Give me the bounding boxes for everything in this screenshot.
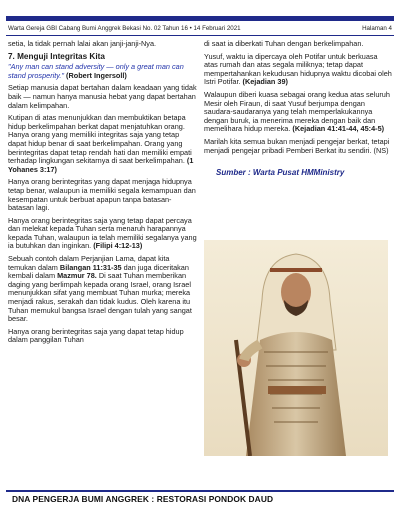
right-paragraph-3: Marilah kita semua bukan menjadi pengejar berkat, tetapi menjadi pengejar pribadi Pemberi Berkat itu sendiri. (NS) [204, 136, 390, 155]
section-heading: 7. Menguji Integritas Kita [8, 51, 105, 61]
paragraph-4-reference: (Filipi 4:12-13) [93, 241, 143, 251]
right-paragraph-1-reference: (Kejadian 39) [242, 77, 288, 87]
paragraph-5-reference-2: Mazmur 78. [57, 271, 97, 281]
footer-rule [6, 490, 394, 492]
paragraph-4 [8, 217, 197, 251]
paragraph-2 [8, 114, 197, 174]
intro-paragraph: setia, la tidak pernah lalai akan janji-janji-Nya. [8, 39, 157, 48]
right-paragraph-2 [204, 91, 392, 134]
header-page-number: Halaman 4 [362, 25, 392, 32]
joseph-illustration [204, 240, 388, 456]
right-column [204, 40, 392, 178]
top-rule [6, 16, 394, 21]
header-divider [6, 35, 394, 36]
left-column [8, 40, 197, 349]
paragraph-5-part-b: dan juga diceritakan kembali dalam [8, 262, 189, 281]
paragraph-2-reference: (1 Yohanes 3:17) [8, 156, 194, 174]
right-paragraph-1-text: Yusuf, waktu ia dipercaya oleh Potifar untuk berkuasa atas rumah dan atas segala miliknya; tetap dapat mempertahankan kekudusan hidupnya waktu dicobai oleh Istri Potifar. [204, 51, 392, 87]
joseph-figure-image [204, 240, 388, 456]
quote-text: "Any man can stand adversity — only a great man can stand prosperity." [8, 62, 184, 80]
page-header [8, 25, 392, 35]
right-paragraph-2-reference: (Kejadian 41:41-44, 45:4-5) [292, 124, 385, 134]
source-credit: Sumber : Warta Pusat HMMinistry [216, 168, 345, 178]
paragraph-5 [8, 255, 197, 324]
quote-author: (Robert Ingersoll) [66, 70, 127, 80]
quote-block [8, 63, 197, 80]
paragraph-6: Hanya orang berintegritas saja yang dapat tetap hidup dalam panggilan Tuhan [8, 326, 184, 345]
paragraph-2-text: Kutipan di atas menunjukkan dan membuktikan betapa hidup berkelimpahan berkat dapat menjatuhkan orang. Hanya orang yang memiliki integritas saja yang tetap dapat hidup benar di saat berkelimpahan. Orang yang berintegritas dapat tetap rendah hati dan memiliki empati terhadap lingkungan sekitarnya di saat berkelimpahan. [8, 113, 192, 166]
paragraph-4-text: Hanya orang berintegritas saja yang tetap dapat percaya dan melekat kepada Tuhan serta menaruh harapannya kepada Tuhan, walaupun ia telah memiliki segalanya yang ia butuhkan dan inginkan. [8, 215, 197, 251]
paragraph-1: Setiap manusia dapat bertahan dalam keadaan yang tidak baik — namun hanya manusia hebat yang dapat bertahan dalam kelimpahan. [8, 83, 197, 110]
paragraph-5-part-a: Sebuah contoh dalam Perjanjian Lama, dapat kita temukan dalam [8, 254, 170, 272]
paragraph-3: Hanya orang berintegritas yang dapat menjaga hidupnya tetap benar, walaupun ia memiliki segala kemampuan dan kesempatan untuk berbuat apapun tanpa batasan-batasan lagi. [8, 177, 196, 213]
paragraph-5-reference-1: Bilangan 11:31-35 [59, 262, 122, 272]
right-paragraph-0: di saat ia diberkati Tuhan dengan berkelimpahan. [204, 39, 364, 48]
paragraph-5-part-c: Di saat Tuhan memberikan daging yang berlimpah kepada orang Israel, orang Israel menunjukkan sifat yang membuat Tuhan murka; mereka menjadi rakus, serakah dan tidak kudus. Oleh karena itu Tuhan memukul bangsa Israel dengan tulah yang sangat besar. [8, 271, 192, 324]
right-paragraph-2-text: Walaupun diberi kuasa sebagai orang kedua atas seluruh Mesir oleh Firaun, di saat Yusuf berjumpa dengan saudara-saudaranya yang telah memperlakukannya dengan buruk, ia menerima mereka dengan baik dan memelihara hidup mereka. [204, 89, 390, 134]
header-publication-info: Warta Gereja GBI Cabang Bumi Anggrek Bekasi No. 02 Tahun 16 • 14 Februari 2021 [8, 25, 241, 32]
footer-text: DNA PENGERJA BUMI ANGGREK : RESTORASI PONDOK DAUD [12, 494, 274, 504]
right-paragraph-1 [204, 53, 392, 87]
